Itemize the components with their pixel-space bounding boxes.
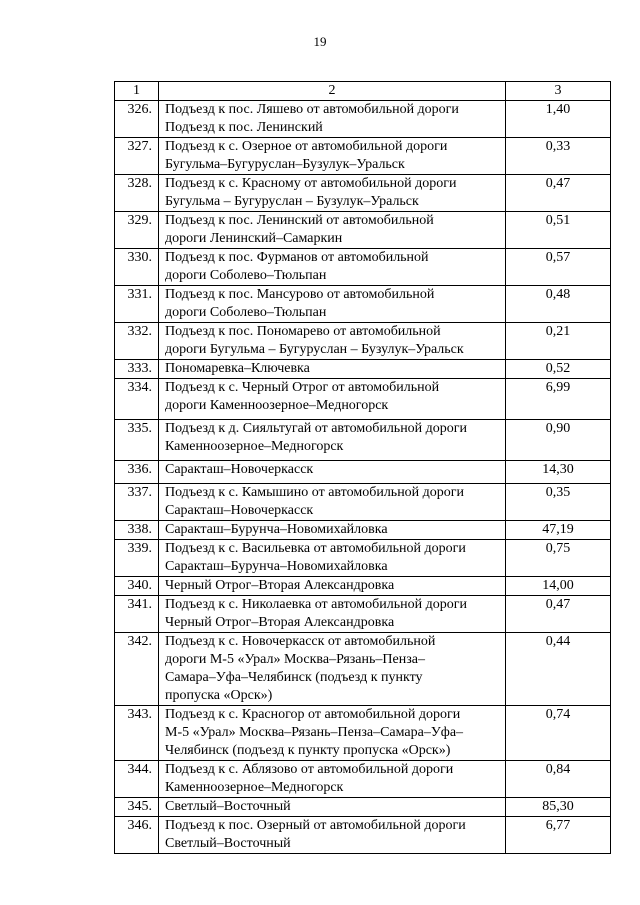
table-row (115, 249, 611, 286)
road-name: Подъезд к пос. Ляшево от автомобильной дороги Подъезд к пос. Ленинский (159, 101, 506, 138)
row-number: 338. (115, 521, 159, 540)
column-header-2: 2 (159, 82, 506, 101)
row-number: 345. (115, 798, 159, 817)
row-number: 346. (115, 817, 159, 854)
table-row (115, 286, 611, 323)
table-row (115, 175, 611, 212)
table-row (115, 798, 611, 817)
road-name: Подъезд к с. Красногор от автомобильной дороги М-5 «Урал» Москва–Рязань–Пенза–Самара–Уфа– Челябинск (подъезд к пункту пропуска «Орск») (159, 706, 506, 761)
table-row (115, 706, 611, 761)
column-header-1: 1 (115, 82, 159, 101)
header-row (115, 82, 611, 101)
road-name: Подъезд к с. Новочеркасск от автомобильной дороги М-5 «Урал» Москва–Рязань–Пенза– Самара–Уфа–Челябинск (подъезд к пункту пропуска «Орск») (159, 633, 506, 706)
road-name: Подъезд к с. Камышино от автомобильной дороги Саракташ–Новочеркасск (159, 484, 506, 521)
road-length: 0,47 (506, 175, 611, 212)
road-length: 47,19 (506, 521, 611, 540)
road-name: Саракташ–Новочеркасск (159, 461, 506, 484)
row-number: 335. (115, 420, 159, 461)
table-row (115, 101, 611, 138)
row-number: 341. (115, 596, 159, 633)
row-number: 336. (115, 461, 159, 484)
road-length: 1,40 (506, 101, 611, 138)
road-length: 0,47 (506, 596, 611, 633)
road-name: Подъезд к д. Сияльтугай от автомобильной дороги Каменноозерное–Медногорск (159, 420, 506, 461)
row-number: 330. (115, 249, 159, 286)
road-name: Подъезд к с. Васильевка от автомобильной дороги Саракташ–Бурунча–Новомихайловка (159, 540, 506, 577)
table-row (115, 761, 611, 798)
table-row (115, 817, 611, 854)
row-number: 342. (115, 633, 159, 706)
road-length: 0,33 (506, 138, 611, 175)
road-name: Саракташ–Бурунча–Новомихайловка (159, 521, 506, 540)
road-length: 0,74 (506, 706, 611, 761)
road-name: Подъезд к с. Аблязово от автомобильной дороги Каменноозерное–Медногорск (159, 761, 506, 798)
road-name: Подъезд к пос. Пономарево от автомобильной дороги Бугульма – Бугуруслан – Бузулук–Уральск (159, 323, 506, 360)
table-row (115, 379, 611, 420)
road-name: Подъезд к с. Черный Отрог от автомобильной дороги Каменноозерное–Медногорск (159, 379, 506, 420)
row-number: 337. (115, 484, 159, 521)
row-number: 329. (115, 212, 159, 249)
road-name: Подъезд к пос. Озерный от автомобильной дороги Светлый–Восточный (159, 817, 506, 854)
page-number: 19 (313, 34, 327, 49)
row-number: 333. (115, 360, 159, 379)
road-length: 0,35 (506, 484, 611, 521)
road-length: 0,57 (506, 249, 611, 286)
road-length: 0,90 (506, 420, 611, 461)
road-name: Подъезд к пос. Мансурово от автомобильной дороги Соболево–Тюльпан (159, 286, 506, 323)
column-header-3: 3 (506, 82, 611, 101)
row-number: 343. (115, 706, 159, 761)
table-row (115, 540, 611, 577)
table-row (115, 484, 611, 521)
road-length: 0,84 (506, 761, 611, 798)
road-name: Подъезд к с. Николаевка от автомобильной дороги Черный Отрог–Вторая Александровка (159, 596, 506, 633)
table-row (115, 521, 611, 540)
row-number: 339. (115, 540, 159, 577)
road-name: Подъезд к пос. Фурманов от автомобильной дороги Соболево–Тюльпан (159, 249, 506, 286)
table-row (115, 577, 611, 596)
road-name: Подъезд к с. Озерное от автомобильной дороги Бугульма–Бугуруслан–Бузулук–Уральск (159, 138, 506, 175)
road-length: 0,75 (506, 540, 611, 577)
table-row (115, 323, 611, 360)
row-number: 340. (115, 577, 159, 596)
table-row (115, 360, 611, 379)
road-length: 14,30 (506, 461, 611, 484)
road-length: 0,44 (506, 633, 611, 706)
table-row (115, 461, 611, 484)
road-name: Подъезд к пос. Ленинский от автомобильной дороги Ленинский–Самаркин (159, 212, 506, 249)
road-length: 6,99 (506, 379, 611, 420)
row-number: 344. (115, 761, 159, 798)
road-length: 85,30 (506, 798, 611, 817)
road-length: 0,21 (506, 323, 611, 360)
table-row (115, 212, 611, 249)
row-number: 327. (115, 138, 159, 175)
road-length: 0,48 (506, 286, 611, 323)
table-row (115, 138, 611, 175)
road-name: Светлый–Восточный (159, 798, 506, 817)
table-row (115, 633, 611, 706)
road-length: 6,77 (506, 817, 611, 854)
road-name: Подъезд к с. Красному от автомобильной дороги Бугульма – Бугуруслан – Бузулук–Уральск (159, 175, 506, 212)
table-row (115, 420, 611, 461)
road-name: Черный Отрог–Вторая Александровка (159, 577, 506, 596)
road-length: 0,52 (506, 360, 611, 379)
row-number: 334. (115, 379, 159, 420)
road-name: Пономаревка–Ключевка (159, 360, 506, 379)
row-number: 326. (115, 101, 159, 138)
road-length: 14,00 (506, 577, 611, 596)
row-number: 328. (115, 175, 159, 212)
row-number: 331. (115, 286, 159, 323)
row-number: 332. (115, 323, 159, 360)
road-length: 0,51 (506, 212, 611, 249)
table-row (115, 596, 611, 633)
roads-table (114, 81, 611, 854)
